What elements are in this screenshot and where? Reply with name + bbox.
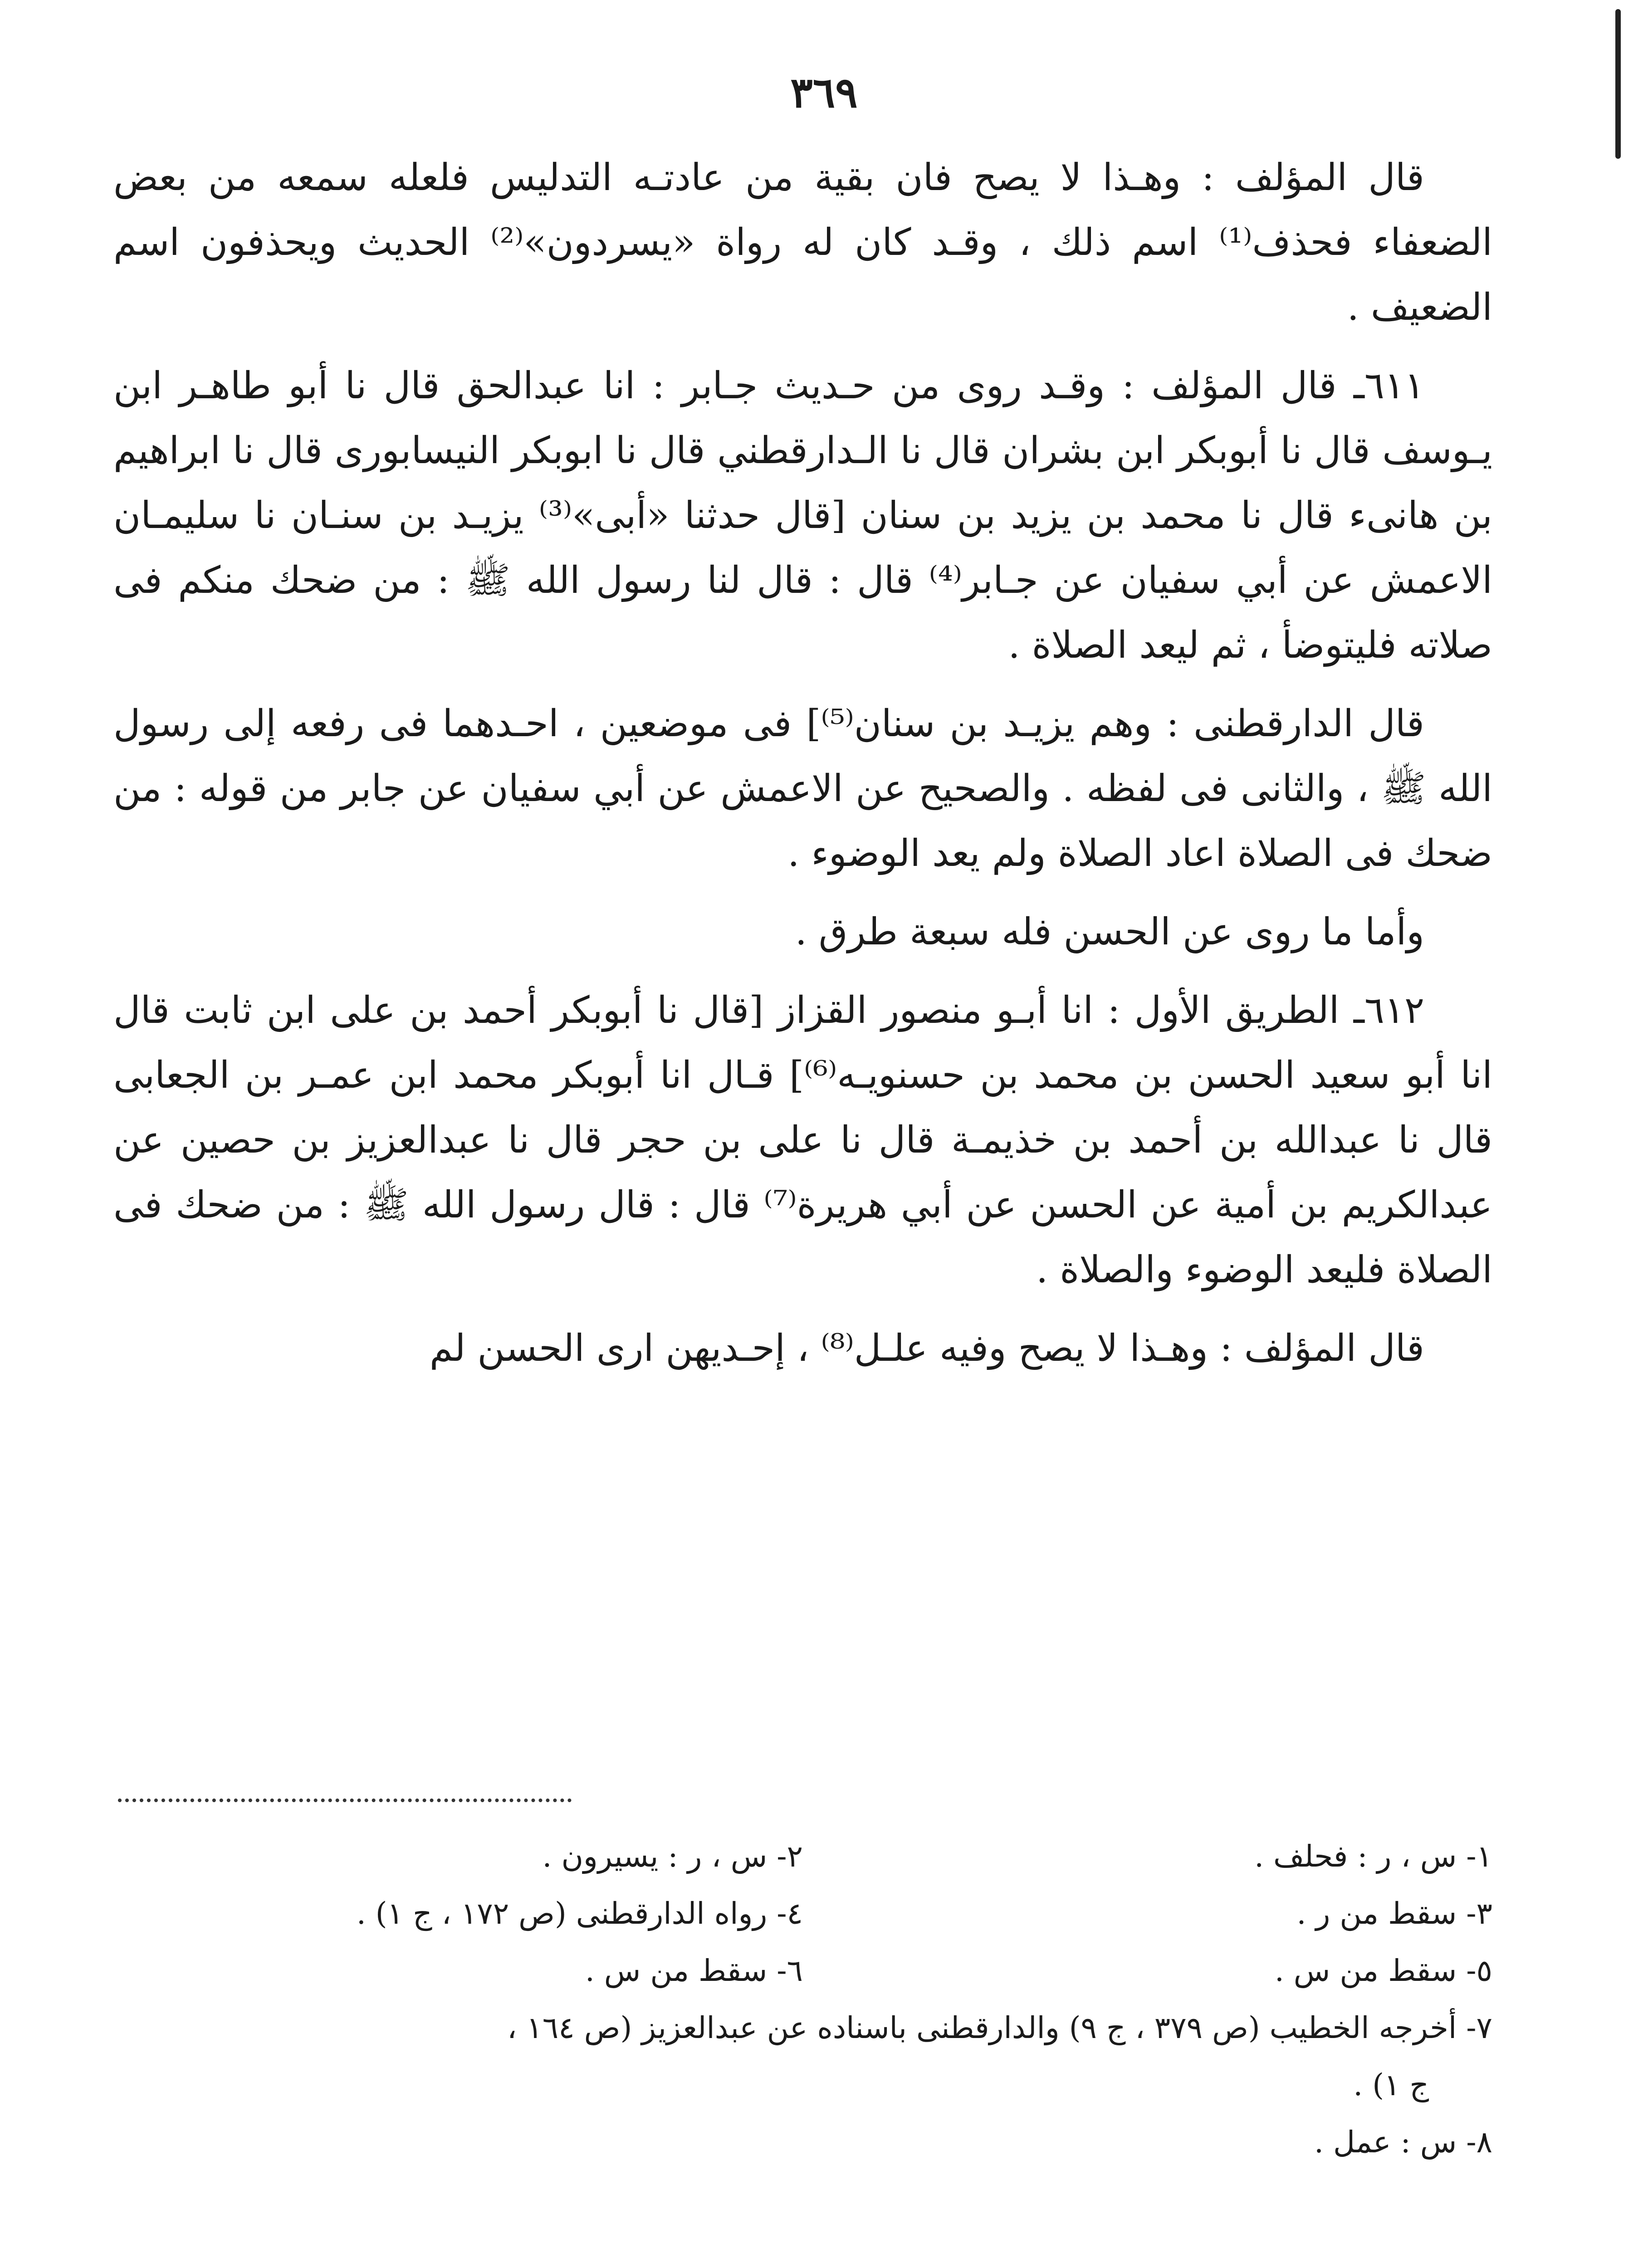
footnote-7-continuation: ج ١) . bbox=[1353, 2068, 1429, 2102]
footnote-4: ٤- رواه الدارقطنى (ص ١٧٢ ، ج ١) . bbox=[356, 1896, 803, 1931]
footnote-row bbox=[113, 1885, 1492, 1942]
footnote-6: ٦- سقط من س . bbox=[585, 1953, 803, 1988]
paragraph-1: قال المؤلف : وهـذا لا يصح فان بقية من عادتـه التدليس فلعله سمعه من بعض الضعفاء فحذف⁽¹⁾ اسم ذلك ، وقـد كان له رواة «يسردون»⁽²⁾ الحديث ويحذفون اسم الضعيف . bbox=[113, 156, 1492, 329]
footnote-row bbox=[113, 1828, 1492, 1885]
footnote-divider bbox=[118, 1799, 572, 1802]
footnote-7: ٧- أخرجه الخطيب (ص ٣٧٩ ، ج ٩) والدارقطنى باسناده عن عبدالعزيز (ص ١٦٤ ، bbox=[507, 2010, 1492, 2045]
footnote-row bbox=[113, 1942, 1492, 1999]
footnote-8: ٨- س : عمل . bbox=[1314, 2125, 1492, 2160]
main-text bbox=[113, 145, 1492, 1381]
paragraph-hadith-611: ٦١١ـ قال المؤلف : وقـد روى من حـديث جـابر : انا عبدالحق قال نا أبو طاهـر ابن يـوسف قال نا أبوبكر ابن بشران قال نا الـدارقطني قال نا ابوبكر النيسابورى قال نا ابراهيم بن هانىء قال نا محمد بن يزيد بن سنان [قال حدثنا «أبى»⁽³⁾ يزيـد بن سنـان نا سليمـان الاعمش عن أبي سفيان عن جـابر⁽⁴⁾ قال : قال لنا رسول الله ﷺ : من ضحك منكم فى صلاته فليتوضأ ، ثم ليعد الصلاة . bbox=[113, 364, 1492, 667]
footnote-5: ٥- سقط من س . bbox=[1274, 1953, 1492, 1988]
paragraph-author-note: قال المؤلف : وهـذا لا يصح وفيه علـل⁽⁸⁾ ، إحـديهن ارى الحسن لم bbox=[429, 1327, 1424, 1370]
footnotes bbox=[113, 1828, 1492, 2171]
footnote-3: ٣- سقط من ر . bbox=[1296, 1896, 1492, 1931]
footnote-1: ١- س ، ر : فحلف . bbox=[1254, 1839, 1492, 1874]
paragraph-hadith-612: ٦١٢ـ الطريق الأول : انا أبـو منصور القزاز [قال نا أبوبكر أحمد بن على ابن ثابت قال انا أبو سعيد الحسن بن محمد بن حسنويـه⁽⁶⁾] قـال انا أبوبكر محمد ابن عمـر بن الجعابى قال نا عبدالله بن أحمد بن خذيمـة قال نا على بن حجر قال نا عبدالعزيز بن حصين عن عبدالكريم بن أمية عن الحسن عن أبي هريرة⁽⁷⁾ قال : قال رسول الله ﷺ : من ضحك فى الصلاة فليعد الوضوء والصلاة . bbox=[113, 989, 1492, 1291]
footnote-row bbox=[113, 2114, 1492, 2171]
page-number: ٣٦٩ bbox=[790, 68, 858, 117]
footnote-2: ٢- س ، ر : يسيرون . bbox=[542, 1839, 803, 1874]
footnote-row bbox=[113, 1999, 1492, 2057]
paragraph-daraqutni: قال الدارقطنى : وهم يزيـد بن سنان⁽⁵⁾] فى موضعين ، احـدهما فى رفعه إلى رسول الله ﷺ ، والثانى فى لفظه . والصحيح عن الاعمش عن أبي سفيان عن جابر من قوله : من ضحك فى الصلاة اعاد الصلاة ولم يعد الوضوء . bbox=[113, 702, 1492, 875]
footnote-row bbox=[113, 2057, 1492, 2114]
paragraph-hasan-paths: وأما ما روى عن الحسن فله سبعة طرق . bbox=[795, 910, 1424, 953]
